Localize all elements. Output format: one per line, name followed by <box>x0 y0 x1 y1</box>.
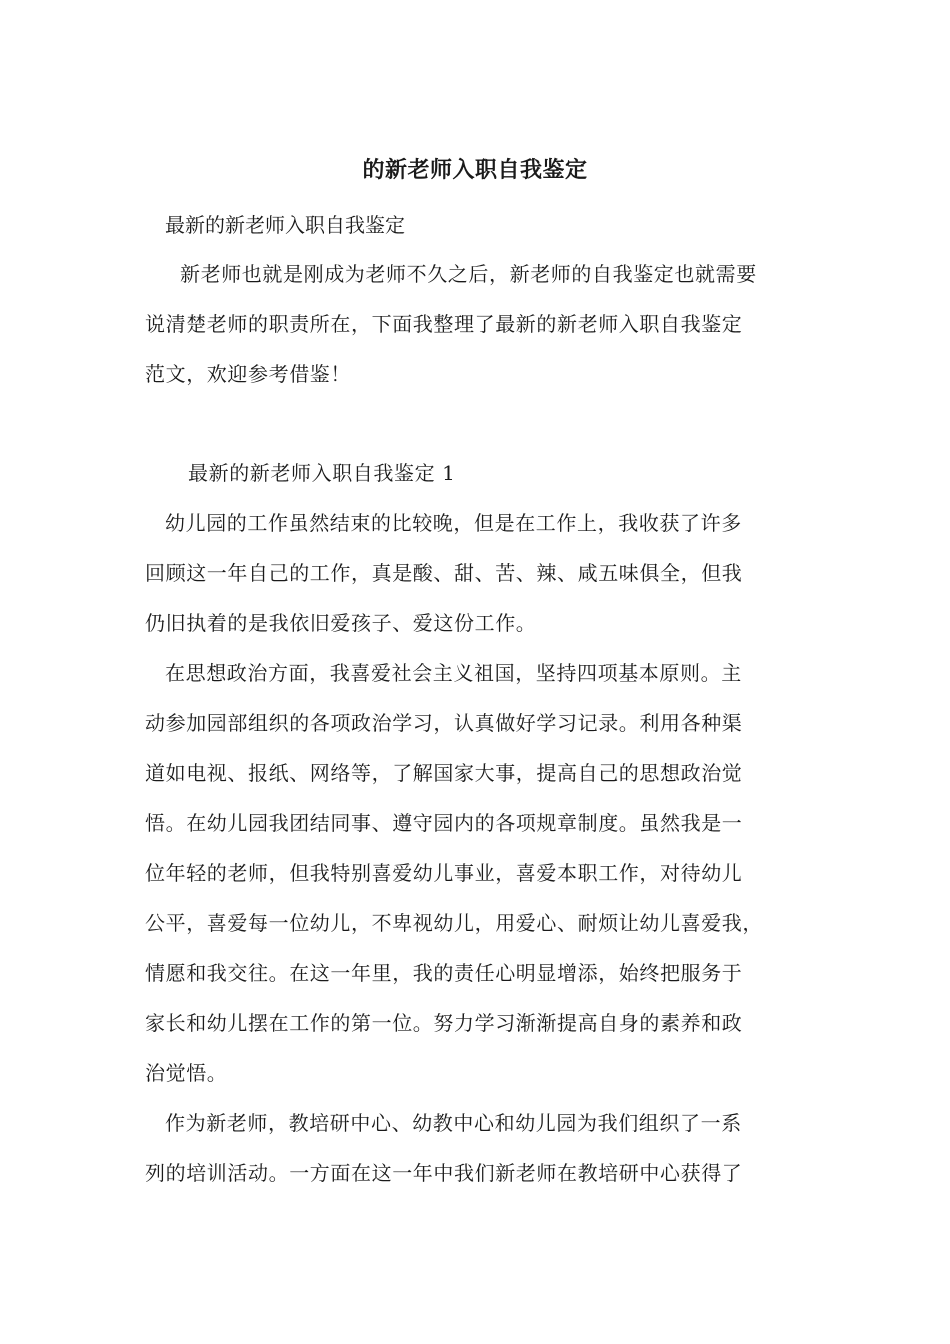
paragraph-line: 悟。在幼儿园我团结同事、遵守园内的各项规章制度。虽然我是一 <box>145 811 743 835</box>
paragraph-line: 道如电视、报纸、网络等，了解国家大事，提高自己的思想政治觉 <box>145 761 743 785</box>
intro-line: 说清楚老师的职责所在，下面我整理了最新的新老师入职自我鉴定 <box>145 312 743 336</box>
paragraph-line: 位年轻的老师，但我特别喜爱幼儿事业，喜爱本职工作，对待幼儿 <box>145 861 743 885</box>
paragraph-line: 动参加园部组织的各项政治学习，认真做好学习记录。利用各种渠 <box>145 711 743 735</box>
paragraph-line: 在思想政治方面，我喜爱社会主义祖国，坚持四项基本原则。主 <box>165 661 742 685</box>
intro-line: 范文，欢迎参考借鉴！ <box>145 362 351 386</box>
paragraph-line: 情愿和我交往。在这一年里，我的责任心明显增添，始终把服务于 <box>145 961 743 985</box>
intro-line: 新老师也就是刚成为老师不久之后，新老师的自我鉴定也就需要 <box>180 262 757 286</box>
paragraph-line: 回顾这一年自己的工作，真是酸、甜、苦、辣、咸五味俱全，但我 <box>145 561 743 585</box>
paragraph-line: 公平，喜爱每一位幼儿，不卑视幼儿，用爱心、耐烦让幼儿喜爱我， <box>145 911 763 935</box>
paragraph-line: 幼儿园的工作虽然结束的比较晚，但是在工作上，我收获了许多 <box>165 511 742 535</box>
paragraph-line: 家长和幼儿摆在工作的第一位。努力学习渐渐提高自身的素养和政 <box>145 1011 743 1035</box>
document-subtitle: 最新的新老师入职自我鉴定 <box>165 213 405 237</box>
document-title: 的新老师入职自我鉴定 <box>362 157 588 183</box>
section-heading: 最新的新老师入职自我鉴定 1 <box>188 461 456 485</box>
paragraph-line: 仍旧执着的是我依旧爱孩子、爱这份工作。 <box>145 611 537 635</box>
paragraph-line: 列的培训活动。一方面在这一年中我们新老师在教培研中心获得了 <box>145 1161 743 1185</box>
paragraph-line: 治觉悟。 <box>145 1061 228 1085</box>
paragraph-line: 作为新老师，教培研中心、幼教中心和幼儿园为我们组织了一系 <box>165 1111 742 1135</box>
